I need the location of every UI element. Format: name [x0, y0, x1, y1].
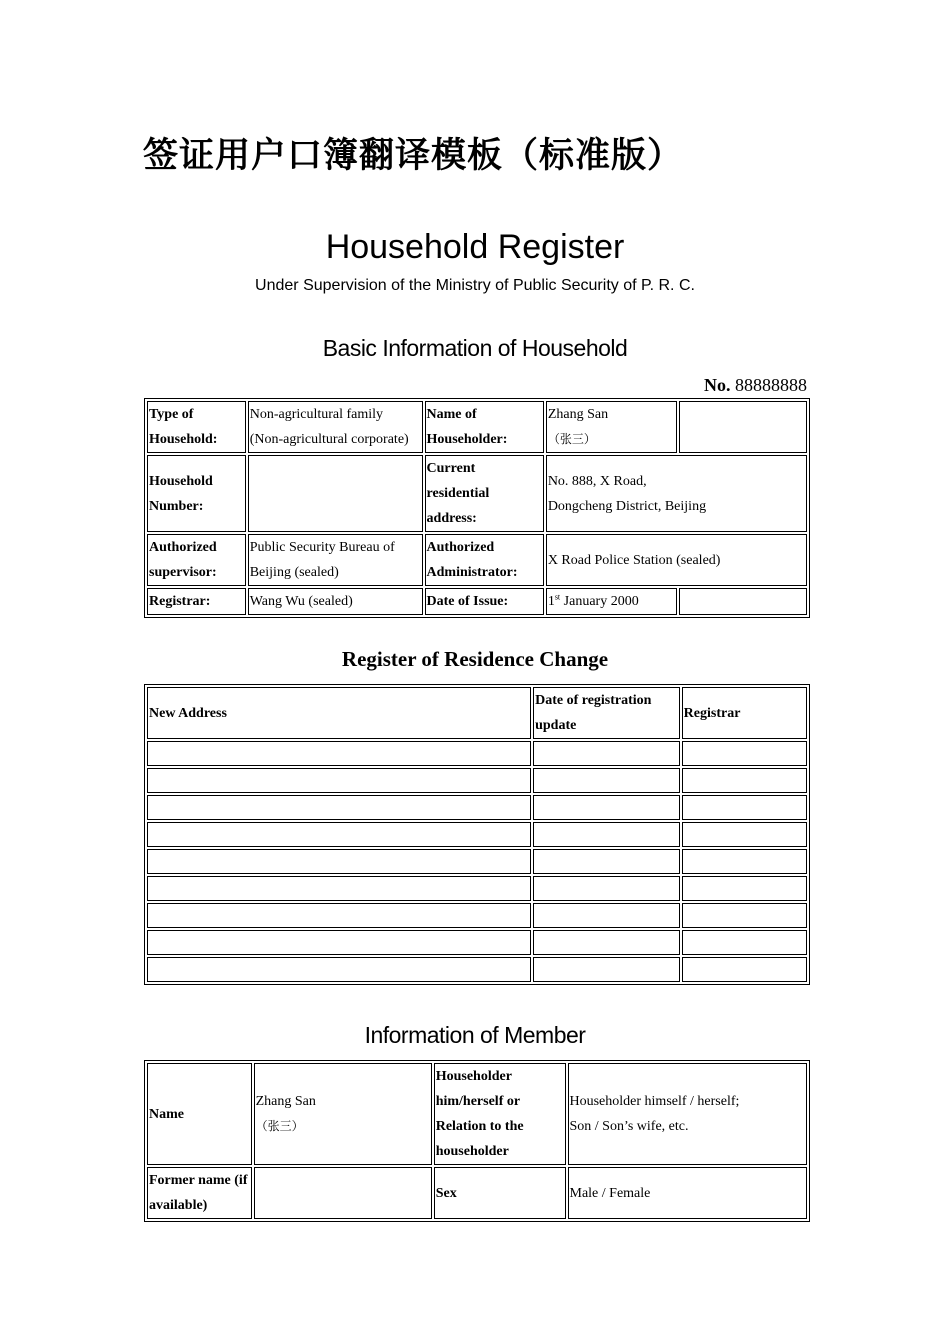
- register-number-label: No.: [704, 375, 731, 395]
- registrar-cell: [682, 903, 807, 928]
- empty-cell: [679, 588, 807, 615]
- residence-change-heading: Register of Residence Change: [341, 647, 609, 671]
- registrar-cell: [682, 768, 807, 793]
- registration-date-cell: [533, 849, 680, 874]
- new-address-cell: [147, 768, 531, 793]
- new-address-cell: [147, 957, 531, 982]
- residential-address-value: No. 888, X Road, Dongcheng District, Beijing: [546, 455, 807, 532]
- new-address-cell: [147, 822, 531, 847]
- registrar-cell: [682, 741, 807, 766]
- basic-info-heading: Basic Information of Household: [322, 335, 628, 361]
- table-row: [147, 795, 807, 820]
- table-row: [147, 741, 807, 766]
- household-number-value: [248, 455, 423, 532]
- table-row: [147, 876, 807, 901]
- table-row: [147, 455, 807, 532]
- register-number-value: 88888888: [735, 375, 807, 395]
- registrar-cell: [682, 849, 807, 874]
- authorized-supervisor-label: Authorized supervisor:: [147, 534, 246, 586]
- table-header-row: [147, 687, 807, 739]
- household-number-label: Household Number:: [147, 455, 246, 532]
- relation-value: Householder himself / herself; Son / Son’s wife, etc.: [568, 1063, 808, 1165]
- date-of-issue-label: Date of Issue:: [425, 588, 544, 615]
- registrar-label: Registrar:: [147, 588, 246, 615]
- new-address-cell: [147, 876, 531, 901]
- authorized-administrator-value: X Road Police Station (sealed): [546, 534, 807, 586]
- registration-date-cell: [533, 876, 680, 901]
- residence-change-table: [144, 684, 810, 985]
- authorized-supervisor-value: Public Security Bureau of Beijing (sealed): [248, 534, 423, 586]
- register-number: [704, 375, 807, 396]
- member-name-value: Zhang San （张三）: [254, 1063, 432, 1165]
- former-name-value: [254, 1167, 432, 1219]
- relation-label: Householder him/herself or Relation to the householder: [434, 1063, 566, 1165]
- registration-date-cell: [533, 930, 680, 955]
- registrar-cell: [682, 957, 807, 982]
- former-name-label: Former name (if available): [147, 1167, 252, 1219]
- new-address-cell: [147, 849, 531, 874]
- registrar-header: Registrar: [682, 687, 807, 739]
- new-address-cell: [147, 741, 531, 766]
- table-row: [147, 849, 807, 874]
- table-row: [147, 822, 807, 847]
- registration-date-cell: [533, 795, 680, 820]
- member-name-label: Name: [147, 1063, 252, 1165]
- basic-info-table: [144, 398, 810, 618]
- table-row: [147, 1167, 807, 1219]
- registration-date-cell: [533, 768, 680, 793]
- householder-name-value: Zhang San （张三）: [546, 401, 678, 453]
- residential-address-label: Current residential address:: [425, 455, 544, 532]
- type-of-household-label: Type of Household:: [147, 401, 246, 453]
- register-title: Household Register: [325, 228, 625, 266]
- document-title: 签证用户口簿翻译模板（标准版）: [143, 136, 684, 176]
- new-address-cell: [147, 903, 531, 928]
- authorized-administrator-label: Authorized Administrator:: [425, 534, 544, 586]
- new-address-cell: [147, 930, 531, 955]
- new-address-header: New Address: [147, 687, 531, 739]
- householder-name-label: Name of Householder:: [425, 401, 544, 453]
- empty-cell: [679, 401, 807, 453]
- registration-date-cell: [533, 822, 680, 847]
- table-row: [147, 534, 807, 586]
- registration-date-cell: [533, 957, 680, 982]
- registration-date-cell: [533, 903, 680, 928]
- type-of-household-value: Non-agricultural family (Non-agricultural corporate): [248, 401, 423, 453]
- table-row: [147, 1063, 807, 1165]
- registration-date-cell: [533, 741, 680, 766]
- table-row: [147, 588, 807, 615]
- table-row: [147, 401, 807, 453]
- registration-date-header: Date of registration update: [533, 687, 680, 739]
- date-of-issue-value: 1st January 2000: [546, 588, 678, 615]
- member-info-table: [144, 1060, 810, 1222]
- registrar-cell: [682, 930, 807, 955]
- table-row: [147, 930, 807, 955]
- registrar-cell: [682, 822, 807, 847]
- sex-label: Sex: [434, 1167, 566, 1219]
- table-row: [147, 957, 807, 982]
- registrar-cell: [682, 795, 807, 820]
- sex-value: Male / Female: [568, 1167, 808, 1219]
- registrar-cell: [682, 876, 807, 901]
- registrar-value: Wang Wu (sealed): [248, 588, 423, 615]
- new-address-cell: [147, 795, 531, 820]
- member-info-heading: Information of Member: [364, 1022, 586, 1048]
- register-subtitle: Under Supervision of the Ministry of Public Security of P. R. C.: [255, 277, 695, 294]
- table-row: [147, 768, 807, 793]
- table-row: [147, 903, 807, 928]
